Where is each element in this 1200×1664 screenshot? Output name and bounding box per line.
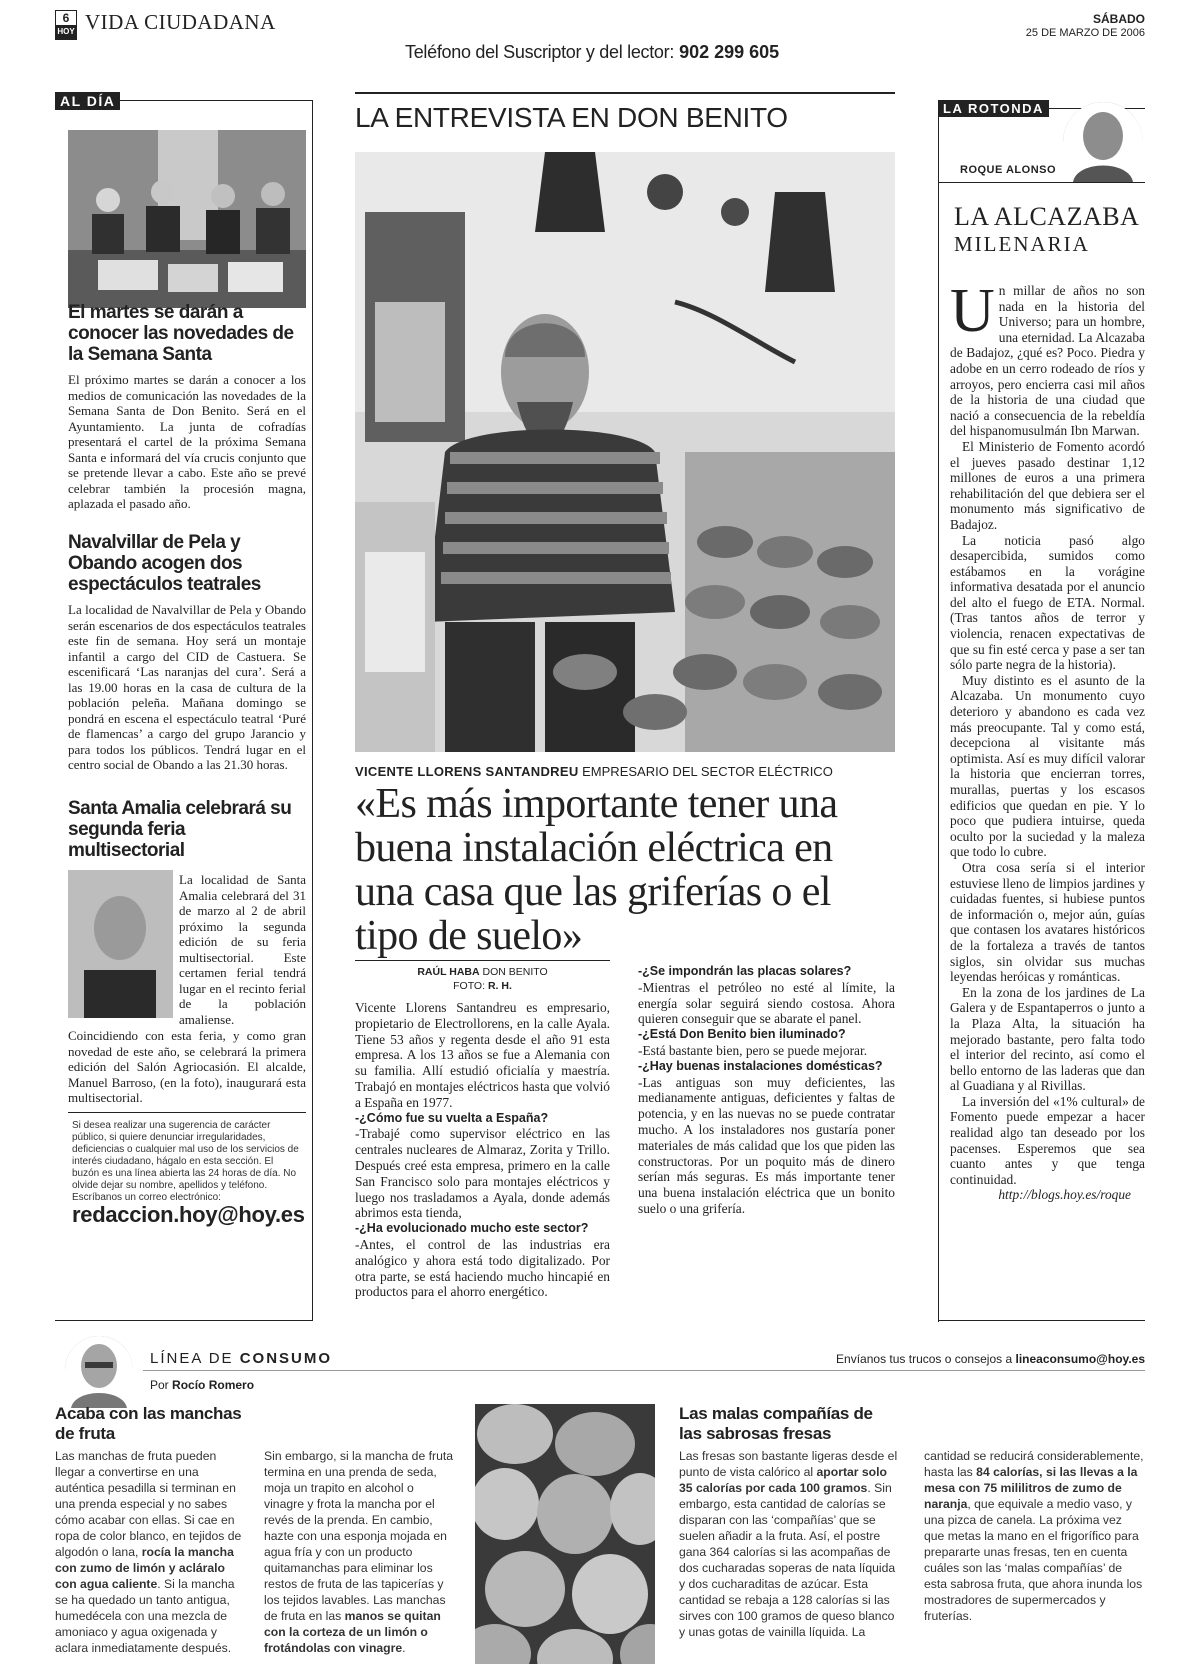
phone-line <box>405 42 779 63</box>
column-p4: Muy distinto es el asunto de la Alcazaba. Un monumento cuyo deterioro y abandono es cada vez más preocupante. Tal y como está, decepciona al visitante más optimista. Así es muy difícil valorar la historia que encierran torres, murallas, puertas y los escasos edificios que quedan en pie. Y lo poco que pudiera intuirse, queda oculto por la suciedad y la maleza que todo lo cubre. <box>950 672 1145 860</box>
answer-5: -Las antiguas son muy deficientes, las medianamente antiguas, deficientes y faltas de potencia, y en las nuevas no se puede contratar mucho. A los instaladores nos gustaría poner materiales de más calidad que los que piden las constructoras. Por un poquito más de dinero serían más seguras. Es más importante tener una buena instalación eléctrica que un bonito suelo o una grifería. <box>638 1074 895 1216</box>
story3-body-full: Coincidiendo con esta feria, y como gran novedad de este año, se celebrará la primera edición del Salón Agriocasión. El alcalde, Manuel Barroso, (en la foto), inaugurará esta multisectorial. <box>68 1028 306 1105</box>
answer-1: -Trabajé como supervisor eléctrico en las centrales nucleares de Almaraz, Zorita y Trillo. Después creé esta empresa, primero en la calle San Francisco solo para montajes eléctricos y luego nos trasladamos a Ayala, donde además abrimos esta tienda, <box>355 1126 610 1221</box>
blog-url[interactable]: http://blogs.hoy.es/roque <box>998 1187 1131 1203</box>
phone-label: Teléfono del Suscriptor y del lector: <box>405 42 675 62</box>
al-dia-right-rule <box>312 100 313 1320</box>
rotonda-column <box>938 100 1145 1322</box>
suggestion-note: Si desea realizar una sugerencia de carácter público, si quiere denunciar irregularidades, deficiencias o cualquier mal uso de los servicios de interés ciudadano, hágalo en esta sección. El buzón es una línea abierta las 24 horas de día. No olvide dejar su nombre, apellidos y teléfono. Escríbanos un correo electrónico: <box>72 1120 299 1203</box>
column-p5: Otra cosa sería si el interior estuviese lleno de limpios jardines y cuidadas fuentes, si hubiese puntos de información o, mejor aún, guías que contasen los avatares históricos de la fortaleza a través de tantos siglos, sin olvidar sus muchas leyendas heróicas y románticas. <box>950 859 1145 985</box>
section-title: VIDA CIUDADANA <box>85 10 276 34</box>
columnist-portrait <box>1063 102 1143 182</box>
interview-headline: «Es más importante tener una buena instalación eléctrica en una casa que las griferías o el tipo de suelo» <box>355 781 838 959</box>
strawberries-headline: Las malas compañías de las sabrosas fresas <box>679 1404 873 1443</box>
al-dia-column <box>55 92 313 1322</box>
mayor-photo <box>68 870 173 1018</box>
strawberries-text-a: Las fresas son bastante ligeras desde el punto de vista calórico al <box>679 1449 898 1479</box>
answer-3: -Mientras el petróleo no esté al límite, la energía solar seguirá siendo costosa. Ahora quieren conseguir que se abarate el panel. <box>638 979 895 1027</box>
fruit-stains-text-e: . <box>402 1641 406 1655</box>
interview-intro: Vicente Llorens Santandreu es empresario, propietario de Electrollorens, en la calle Ayala. Tiene 53 años y regenta desde el año 91 esta empresa. A los 13 años se fue a Alemania con su familia. Allí estudió oficialía y maestría. Trabajó en montajes eléctricos hasta que volvió a España en 1977. <box>355 1000 610 1110</box>
fruit-stains-body <box>55 1448 453 1664</box>
contact-email[interactable]: lineaconsumo@hoy.es <box>1015 1352 1145 1366</box>
fruit-stains-tip-2: manos se quitan con la corteza de un limón o frotándolas con vinagre <box>264 1609 441 1655</box>
column-p3: La noticia pasó algo desapercibida, sumidos como estábamos en la vorágine informativa desatada por el anuncio del alto el fuego de ETA. Normal. (Tras tantos años de terror y violencia, renacen expectativas de que su fin esté cerca y pase a ser tan sólo parte negra de la historia). <box>950 532 1145 673</box>
consumo-author-photo <box>65 1336 133 1408</box>
strawberries-photo <box>475 1404 655 1664</box>
column-title-line1: LA ALCAZABA <box>954 202 1140 231</box>
contact-text: Envíanos tus trucos o consejos a <box>836 1352 1013 1366</box>
interview-caption <box>355 764 895 779</box>
photo-credit-label: FOTO: <box>453 980 486 992</box>
strawberries-fact-1: aportar solo 35 calorías por cada 100 gramos <box>679 1465 887 1495</box>
photo-credit: R. H. <box>487 980 512 992</box>
fruit-stains-tip-1: rocía la mancha con zumo de limón y acláralo con agua caliente <box>55 1545 234 1591</box>
byline-place: DON BENITO <box>482 966 548 978</box>
story2-body: La localidad de Navalvillar de Pela y Obando serán escenarios de dos espectáculos teatrales este fin de semana. Hoy será un montaje infantil a cargo del CID de Castuera. Se escenificará ‘Las naranjas del cura’. Será a las 19.00 horas en la casa de cultura de la población peleña. Mañana domingo se pondrá en escena el espectáculo teatral ‘Puré de flamencas’ a cargo del grupo Jarancio y para todos los públicos. Tendrá lugar en el centro social de Obando a las 21.30 horas. <box>68 602 306 772</box>
rotonda-bottom-rule <box>938 1320 1145 1321</box>
byline-author: RAÚL HABA <box>417 966 480 978</box>
rotonda-label: LA ROTONDA <box>938 100 1049 117</box>
story1-body: El próximo martes se darán a conocer a los medios de comunicación las novedades de la Semana Santa de Don Benito. Será en el Ayuntamiento. La junta de cofradías presentará el cartel de la próxima Semana Santa e informará del vía crucis conjunto que se pretende llevar a cabo. Este año se prevé celebrar también la procesión magna, aplazada el pasado año. <box>68 372 306 511</box>
footer-note-rule <box>68 1112 306 1113</box>
story2-headline: Navalvillar de Pela y Obando acogen dos espectáculos teatrales <box>68 532 261 595</box>
al-dia-bottom-rule <box>55 1320 313 1321</box>
consumo-contact <box>836 1352 1145 1366</box>
consumo-label-light: LÍNEA DE <box>150 1350 234 1367</box>
fruit-stains-text-c: . Si la mancha se ha quedado un tanto antigua, humedécela con una mezcla de amoniaco y agua oxigenada y aclara inmediatamente después. Sin embargo, si la mancha de fruta termina en una prenda de seda, moja un trapito en alcohol o vinagre y frota la mancha por el revés de la prenda. En cambio, hazte con una esponja mojada en agua fría y con un producto quitamanchas para eliminar los restos de fruta de las tapicerías y los tejidos lavables. Las manchas de fruta en las <box>55 1449 453 1655</box>
question-1: -¿Cómo fue su vuelta a España? <box>355 1110 549 1125</box>
interview-section <box>355 92 895 1322</box>
byline-por: Por <box>150 1378 169 1392</box>
meeting-photo-graphic <box>68 130 306 308</box>
question-3: -¿Se impondrán las placas solares? <box>638 964 852 978</box>
caption-name: VICENTE LLORENS SANTANDREU <box>355 764 579 779</box>
interview-top-rule <box>355 92 895 94</box>
question-5: -¿Hay buenas instalaciones domésticas? <box>638 1058 883 1073</box>
consumo-top-rule <box>143 1370 1145 1371</box>
strawberries-fact-2: 84 calorías, si las llevas a la mesa con 75 mililitros de zumo de naranja <box>924 1465 1138 1511</box>
story3-body-wrap: La localidad de Santa Amalia celebrará del 31 de marzo al 2 de abril próximo la segunda edición de su feria multisectorial. Este certamen ferial tendrá lugar en el recinto ferial de la población amaliense. <box>179 872 306 1027</box>
consumo-label <box>150 1350 332 1367</box>
answer-4: -Está bastante bien, pero se puede mejorar. <box>638 1042 868 1058</box>
interview-kicker: LA ENTREVISTA EN DON BENITO <box>355 102 788 133</box>
mayor-photo-graphic <box>68 870 173 1018</box>
consumo-label-bold: CONSUMO <box>239 1350 333 1367</box>
consumo-byline <box>150 1378 254 1392</box>
interview-col2 <box>638 964 895 1217</box>
story3-headline: Santa Amalia celebrará su segunda feria multisectorial <box>68 798 292 861</box>
byline-rule <box>355 960 610 961</box>
drop-cap: U <box>950 277 995 345</box>
columnist-name: ROQUE ALONSO <box>960 164 1057 176</box>
question-4: -¿Está Don Benito bien iluminado? <box>638 1027 846 1042</box>
consumo-author: Rocío Romero <box>172 1378 255 1392</box>
fruit-stains-headline: Acaba con las manchas de fruta <box>55 1404 242 1443</box>
column-p1: n millar de años no son nada en la historia del Universo; para un hombre, una eternidad. La Alcazaba de Badajoz, ¿qué es? Poco. Piedra y adobe en un cerro rodeado de ríos y arroyos, pero encierra casi mil años de la historia de una ciudad que nació a consecuencia de la rebeldía del hispanomusulmán Ibn Marwan. <box>950 283 1145 439</box>
caption-role: EMPRESARIO DEL SECTOR ELÉCTRICO <box>582 764 833 779</box>
byline-author-row <box>355 965 610 979</box>
column-title-line2: MILENARIA <box>954 232 1090 256</box>
strawberries-graphic <box>475 1404 655 1664</box>
interview-col1 <box>355 1000 610 1300</box>
column-p7: La inversión del «1% cultural» de Fomento puede empezar a hacer realidad algo tan deseado por los pacenses. Esperemos que sea cuanto antes y que tenga continuidad. <box>950 1093 1145 1187</box>
columnist-portrait-graphic <box>1063 102 1143 182</box>
page-header <box>55 10 1145 70</box>
column-text <box>950 277 1145 1203</box>
question-2: -¿Ha evolucionado mucho este sector? <box>355 1221 589 1236</box>
page-number: 6 <box>62 11 70 25</box>
interview-photo <box>355 152 895 752</box>
strawberries-text-c: . Sin embargo, esta cantidad de calorías se disparan con las ‘compañías’ que se suelen añadir a la fruta. Así, el postre gana 364 calorías si las acompañas de dos cucharadas soperas de nata líquida y dos cucharaditas de azúcar. Esta cantidad se rebaja a 128 calorías si las sirves con 100 gramos de queso blanco y unas gotas de vainilla líquida. La cantidad se reducirá considerablemente, hasta las <box>679 1449 1144 1639</box>
answer-2: -Antes, el control de las industrias era analógico y ahora está todo digitalizado. Por otra parte, se está haciendo mucho hincapié en productos para el ahorro energético. <box>355 1236 610 1300</box>
interview-photo-graphic <box>355 152 895 752</box>
phone-number: 902 299 605 <box>679 42 780 62</box>
header-day: SÁBADO <box>1092 12 1145 26</box>
rotonda-left-rule <box>938 108 939 1322</box>
column-p6: En la zona de los jardines de La Galera y de Espantaperros o junto a la Plaza Alta, la situación ha mejorado bastante, pero falta todo el interior del recinto, así como el bello entorno de las laderas que dan al Guadiana y al Rivillas. <box>950 984 1145 1094</box>
strawberries-body <box>679 1448 1145 1664</box>
consumo-author-photo-graphic <box>65 1336 133 1408</box>
fruit-stains-text-a: Las manchas de fruta pueden llegar a convertirse en una auténtica pesadilla si terminan en una prenda especial y no sabes cómo acabar con ellas. Si cae en ropa de color blanco, en tejidos de algodón o lana, <box>55 1449 242 1559</box>
byline <box>355 965 610 993</box>
al-dia-label: AL DÍA <box>55 92 120 110</box>
header-date: 25 DE MARZO DE 2006 <box>1025 27 1145 39</box>
strawberries-text-e: , que equivale a medio vaso, y una pizca de canela. La próxima vez que metas la mano en el frigorífico para prepararte unas fresas, ten en cuenta cuáles son las ‘malas compañías’ de esta sabrosa fruta, que ahora inunda los mostradores de supermercados y fruterías. <box>924 1497 1143 1623</box>
column-p2: El Ministerio de Fomento acordó el jueves pasado destinar 1,12 millones de euros a una primera rehabilitación del que debiera ser el monumento más significativo de Badajoz. <box>950 438 1145 532</box>
columnist-rule <box>938 182 1145 183</box>
meeting-photo <box>68 130 306 308</box>
paper-badge: HOY <box>56 25 76 39</box>
consumo-section <box>55 1336 1145 1664</box>
story1-headline: El martes se darán a conocer las novedades de la Semana Santa <box>68 302 294 365</box>
byline-photo-row <box>355 979 610 993</box>
redaccion-email[interactable]: redaccion.hoy@hoy.es <box>72 1202 305 1227</box>
page-number-badge <box>55 10 77 40</box>
